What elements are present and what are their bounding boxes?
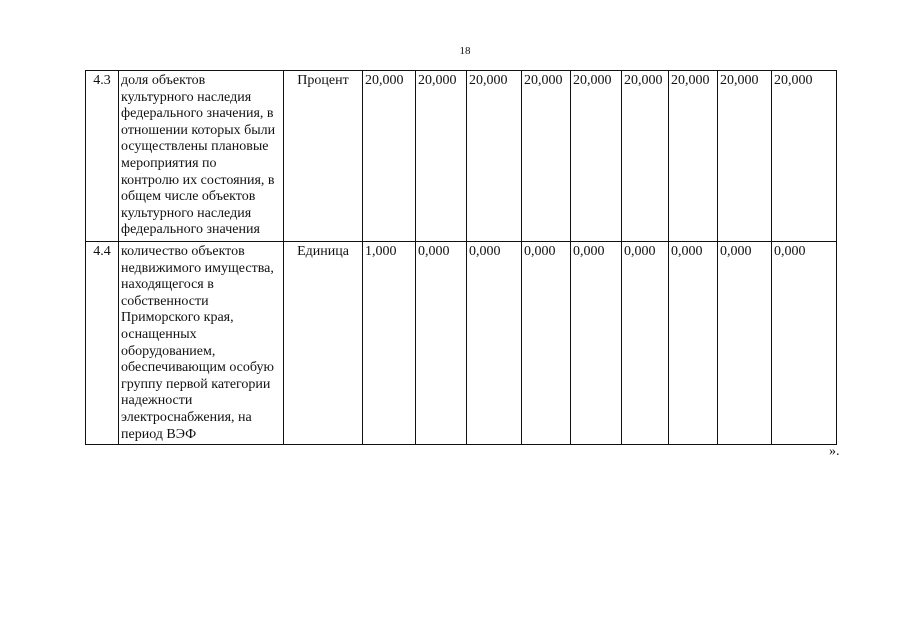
row-description: доля объектов культурного наследия федерального значения, в отношении которых были осуществлены плановые мероприятия по контролю их состояния, в общем числе объектов культурного наследия федерального значения	[119, 71, 284, 242]
row-value: 20,000	[669, 71, 718, 242]
row-unit: Процент	[284, 71, 363, 242]
row-value: 0,000	[669, 242, 718, 445]
row-description: количество объектов недвижимого имущества, находящегося в собственности Приморского края, оснащенных оборудованием, обеспечивающим особую группу первой категории надежности электроснабжения, на период ВЭФ	[119, 242, 284, 445]
row-value: 20,000	[467, 71, 522, 242]
row-value: 20,000	[363, 71, 416, 242]
page-number: 18	[459, 45, 471, 57]
row-value: 0,000	[772, 242, 837, 445]
table-row	[86, 71, 837, 242]
row-value: 20,000	[622, 71, 669, 242]
row-value: 0,000	[622, 242, 669, 445]
row-value: 20,000	[522, 71, 571, 242]
row-value: 20,000	[571, 71, 622, 242]
indicators-table	[85, 70, 837, 445]
row-value: 20,000	[772, 71, 837, 242]
row-value: 0,000	[522, 242, 571, 445]
row-value: 20,000	[718, 71, 772, 242]
row-value: 20,000	[416, 71, 467, 242]
row-number: 4.3	[86, 71, 119, 242]
row-unit: Единица	[284, 242, 363, 445]
table-row	[86, 242, 837, 445]
row-value: 0,000	[467, 242, 522, 445]
row-value: 0,000	[718, 242, 772, 445]
closing-quote-mark: ».	[829, 444, 840, 459]
row-value: 0,000	[416, 242, 467, 445]
row-number: 4.4	[86, 242, 119, 445]
row-value: 1,000	[363, 242, 416, 445]
row-value: 0,000	[571, 242, 622, 445]
